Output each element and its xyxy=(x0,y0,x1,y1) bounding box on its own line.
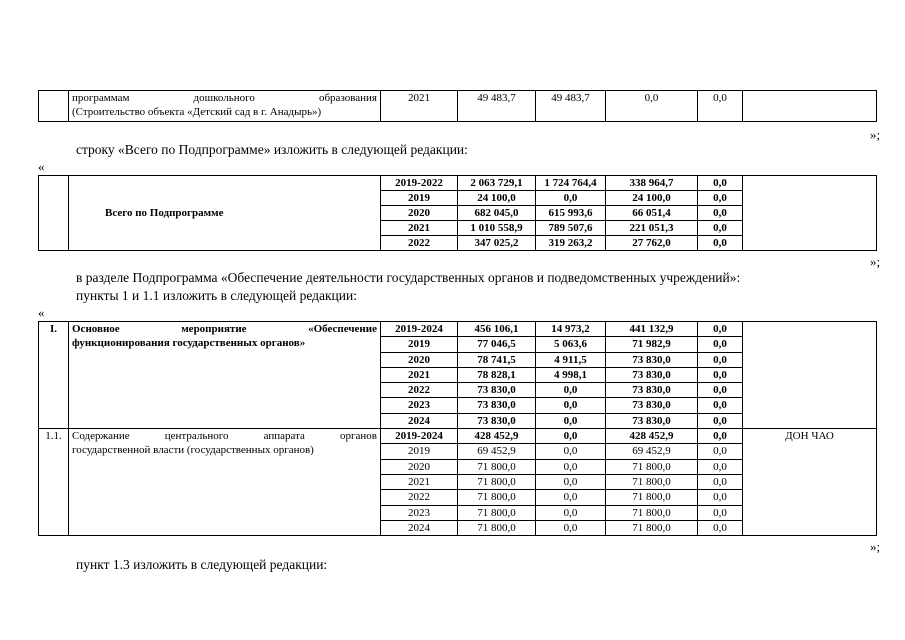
item11-cell: 2023 xyxy=(381,505,458,520)
paragraph-4: пункт 1.3 изложить в следующей редакции: xyxy=(76,557,328,572)
total-cell: 682 045,0 xyxy=(458,206,536,221)
item1-row xyxy=(39,322,877,337)
item1-cell: 0,0 xyxy=(536,413,606,428)
total-cell: 0,0 xyxy=(536,191,606,206)
item1-cell: 73 830,0 xyxy=(606,352,698,367)
total-cell: 0,0 xyxy=(698,236,743,251)
item1-cell: 73 830,0 xyxy=(606,413,698,428)
top-row-v3: 0,0 xyxy=(606,91,698,122)
item11-cell: 2022 xyxy=(381,490,458,505)
item11-executor: ДОН ЧАО xyxy=(743,429,877,536)
total-cell: 2019-2022 xyxy=(381,176,458,191)
total-cell: 1 010 558,9 xyxy=(458,221,536,236)
total-cell: 789 507,6 xyxy=(536,221,606,236)
item11-cell: 69 452,9 xyxy=(606,444,698,459)
item11-number: 1.1. xyxy=(39,429,69,536)
main-table xyxy=(38,321,877,536)
total-cell: 1 724 764,4 xyxy=(536,176,606,191)
item11-cell: 0,0 xyxy=(698,429,743,444)
paragraph-1: строку «Всего по Подпрограмме» изложить в следующей редакции: xyxy=(76,142,468,157)
total-cell: 2019 xyxy=(381,191,458,206)
item1-cell: 0,0 xyxy=(698,413,743,428)
total-cell: 221 051,3 xyxy=(606,221,698,236)
item11-cell: 0,0 xyxy=(536,520,606,535)
item11-row xyxy=(39,429,877,444)
total-label: Всего по Подпрограмме xyxy=(69,176,381,251)
item11-cell: 0,0 xyxy=(536,490,606,505)
total-cell: 319 263,2 xyxy=(536,236,606,251)
total-cell: 0,0 xyxy=(698,221,743,236)
item11-desc-line2: государственной власти (государственных органов) xyxy=(72,444,314,457)
item1-cell: 73 830,0 xyxy=(458,383,536,398)
total-executor-cell xyxy=(743,176,877,251)
total-cell: 66 051,4 xyxy=(606,206,698,221)
item1-cell: 2019-2024 xyxy=(381,322,458,337)
item11-cell: 71 800,0 xyxy=(606,459,698,474)
total-cell: 0,0 xyxy=(698,191,743,206)
item1-cell: 0,0 xyxy=(698,352,743,367)
item1-cell: 0,0 xyxy=(536,398,606,413)
item1-cell: 73 830,0 xyxy=(606,383,698,398)
item11-cell: 0,0 xyxy=(536,444,606,459)
item11-cell: 71 800,0 xyxy=(606,474,698,489)
item1-cell: 73 830,0 xyxy=(606,367,698,382)
top-row-v4: 0,0 xyxy=(698,91,743,122)
item11-description xyxy=(69,429,381,536)
item1-cell: 14 973,2 xyxy=(536,322,606,337)
item1-cell: 456 106,1 xyxy=(458,322,536,337)
total-table xyxy=(38,175,877,251)
total-table-row xyxy=(39,176,877,191)
item11-cell: 2024 xyxy=(381,520,458,535)
item11-cell: 71 800,0 xyxy=(458,490,536,505)
item11-cell: 0,0 xyxy=(698,505,743,520)
item11-cell: 71 800,0 xyxy=(606,490,698,505)
top-row-description xyxy=(69,91,381,122)
item1-cell: 77 046,5 xyxy=(458,337,536,352)
item1-cell: 2024 xyxy=(381,413,458,428)
item1-cell: 78 828,1 xyxy=(458,367,536,382)
item1-cell: 73 830,0 xyxy=(458,398,536,413)
total-cell: 2 063 729,1 xyxy=(458,176,536,191)
top-row-num-cell xyxy=(39,91,69,122)
item11-cell: 2020 xyxy=(381,459,458,474)
close-quote-1: »; xyxy=(870,127,881,142)
item1-cell: 5 063,6 xyxy=(536,337,606,352)
total-num-cell xyxy=(39,176,69,251)
top-row-desc-line2: (Строительство объекта «Детский сад в г. Анадырь») xyxy=(72,106,322,118)
item1-cell: 0,0 xyxy=(536,383,606,398)
item11-cell: 71 800,0 xyxy=(458,505,536,520)
item11-cell: 71 800,0 xyxy=(606,505,698,520)
item1-desc-line1: Основное мероприятие «Обеспечение xyxy=(72,323,377,335)
item1-cell: 2021 xyxy=(381,367,458,382)
item11-cell: 71 800,0 xyxy=(606,520,698,535)
total-cell: 0,0 xyxy=(698,206,743,221)
item11-cell: 0,0 xyxy=(536,429,606,444)
item1-cell: 0,0 xyxy=(698,367,743,382)
top-row-v2: 49 483,7 xyxy=(536,91,606,122)
item11-cell: 2021 xyxy=(381,474,458,489)
item1-desc-line2: функционирования государственных органов» xyxy=(72,337,306,349)
open-quote-1: « xyxy=(38,159,45,174)
top-row-executor xyxy=(743,91,877,122)
item1-cell: 0,0 xyxy=(698,398,743,413)
total-cell: 24 100,0 xyxy=(458,191,536,206)
close-quote-2: »; xyxy=(870,254,881,269)
total-cell: 615 993,6 xyxy=(536,206,606,221)
item11-cell: 0,0 xyxy=(698,444,743,459)
total-cell: 0,0 xyxy=(698,176,743,191)
item1-cell: 73 830,0 xyxy=(606,398,698,413)
item1-executor xyxy=(743,322,877,429)
item11-cell: 0,0 xyxy=(536,459,606,474)
item1-cell: 4 998,1 xyxy=(536,367,606,382)
top-row-desc-line1: программам дошкольного образования xyxy=(72,92,377,104)
total-cell: 27 762,0 xyxy=(606,236,698,251)
total-cell: 2021 xyxy=(381,221,458,236)
item1-cell: 78 741,5 xyxy=(458,352,536,367)
total-cell: 347 025,2 xyxy=(458,236,536,251)
item11-cell: 0,0 xyxy=(698,474,743,489)
item11-cell: 69 452,9 xyxy=(458,444,536,459)
item1-cell: 2020 xyxy=(381,352,458,367)
item1-number: I. xyxy=(39,322,69,429)
item1-cell: 441 132,9 xyxy=(606,322,698,337)
item1-cell: 0,0 xyxy=(698,383,743,398)
item1-cell: 4 911,5 xyxy=(536,352,606,367)
total-cell: 24 100,0 xyxy=(606,191,698,206)
item11-cell: 0,0 xyxy=(536,474,606,489)
item11-cell: 0,0 xyxy=(536,505,606,520)
item11-cell: 71 800,0 xyxy=(458,474,536,489)
paragraph-3: пункты 1 и 1.1 изложить в следующей редакции: xyxy=(76,288,357,303)
item11-cell: 0,0 xyxy=(698,459,743,474)
top-row-v1: 49 483,7 xyxy=(458,91,536,122)
item11-cell: 2019 xyxy=(381,444,458,459)
item1-cell: 0,0 xyxy=(698,322,743,337)
paragraph-2: в разделе Подпрограмма «Обеспечение деятельности государственных органов и подведомственных учреждений»: xyxy=(76,270,741,285)
item11-desc-line1: Содержание центрального аппарата органов xyxy=(72,430,377,443)
top-table-fragment xyxy=(38,90,877,122)
close-quote-3: »; xyxy=(870,539,881,554)
item11-cell: 428 452,9 xyxy=(606,429,698,444)
item1-cell: 2022 xyxy=(381,383,458,398)
item11-cell: 71 800,0 xyxy=(458,459,536,474)
total-cell: 338 964,7 xyxy=(606,176,698,191)
total-cell: 2022 xyxy=(381,236,458,251)
item11-cell: 428 452,9 xyxy=(458,429,536,444)
item11-cell: 0,0 xyxy=(698,490,743,505)
item11-cell: 0,0 xyxy=(698,520,743,535)
open-quote-2: « xyxy=(38,305,45,320)
item11-cell: 71 800,0 xyxy=(458,520,536,535)
item11-cell: 2019-2024 xyxy=(381,429,458,444)
top-row-year: 2021 xyxy=(381,91,458,122)
item1-cell: 71 982,9 xyxy=(606,337,698,352)
item1-cell: 0,0 xyxy=(698,337,743,352)
item1-cell: 2019 xyxy=(381,337,458,352)
item1-description xyxy=(69,322,381,429)
item1-cell: 2023 xyxy=(381,398,458,413)
total-cell: 2020 xyxy=(381,206,458,221)
item1-cell: 73 830,0 xyxy=(458,413,536,428)
